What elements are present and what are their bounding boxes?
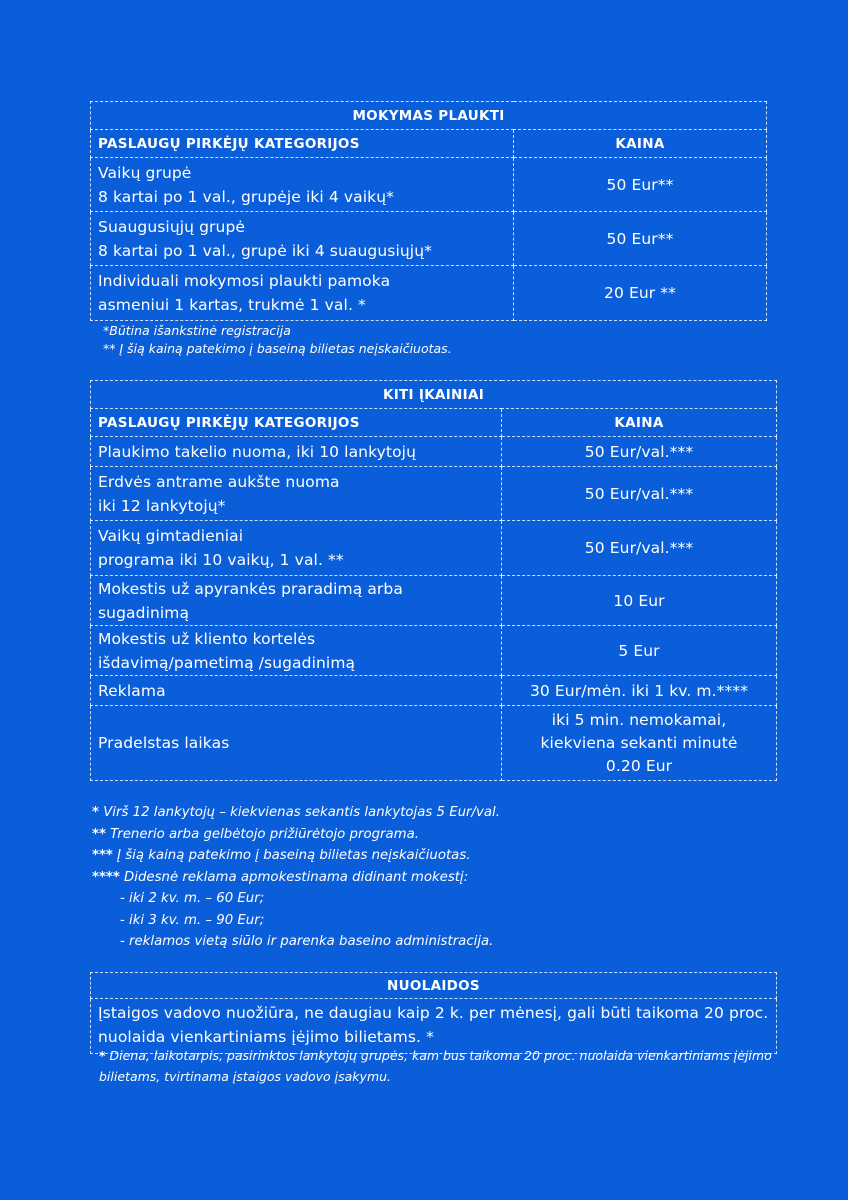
footnote-text: Trenerio arba gelbėtojo prižiūrėtojo programa.	[105, 826, 419, 842]
row-price: 50 Eur**	[514, 212, 767, 266]
row-price: 50 Eur/val.***	[502, 437, 777, 467]
footnotes	[92, 802, 500, 953]
footnote-item	[92, 824, 500, 846]
row-price-line1: iki 5 min. nemokamai,	[551, 711, 727, 729]
footnote-item	[92, 802, 500, 824]
table-row	[91, 626, 777, 676]
discounts-note-text: Diena, laikotarpis, pasirinktos lankytojų grupės, kam bus taikoma 20 proc. nuolaida vienkartiniams įėjimo bilietams, tvirtinama įstaigos vadovo įsakymu.	[99, 1048, 772, 1084]
footnote-sub-item: - iki 2 kv. m. – 60 Eur;	[120, 891, 265, 906]
footnote-sub-item: - reklamos vietą siūlo ir parenka baseino administracija.	[120, 934, 494, 949]
row-title: Suaugusiųjų grupė	[98, 217, 246, 236]
row-title: Plaukimo takelio nuoma, iki 10 lankytojų	[98, 442, 416, 461]
footnote-mark: *	[92, 805, 99, 820]
footnote-mark: ****	[92, 869, 120, 885]
table-row	[91, 437, 777, 467]
row-price: 5 Eur	[502, 626, 777, 676]
row-price: 30 Eur/mėn. iki 1 kv. m.****	[502, 676, 777, 706]
row-title: Mokestis už apyrankės praradimą arba	[98, 579, 403, 598]
table-row	[91, 266, 767, 321]
footnote-item	[92, 867, 500, 889]
table-row	[91, 212, 767, 266]
swim-notes	[103, 322, 452, 358]
swim-lessons-table	[90, 101, 767, 321]
row-title: Individuali mokymosi plaukti pamoka	[98, 272, 391, 290]
row-detail: sugadinimą	[98, 603, 190, 622]
discounts-body: Įstaigos vadovo nuožiūra, ne daugiau kaip 2 k. per mėnesį, gali būti taikoma 20 proc. nuolaida vienkartiniams įėjimo bilietams. *	[91, 999, 777, 1054]
table-row	[91, 467, 777, 521]
other-col-category: PASLAUGŲ PIRKĖJŲ KATEGORIJOS	[91, 409, 502, 437]
row-price: 50 Eur/val.***	[502, 521, 777, 576]
discounts-note	[99, 1045, 779, 1087]
other-table-title: KITI ĮKAINIAI	[91, 381, 777, 409]
row-price: 50 Eur/val.***	[502, 467, 777, 521]
row-detail: iki 12 lankytojų*	[98, 496, 226, 515]
footnote-item	[92, 845, 500, 867]
row-title: Vaikų grupė	[98, 163, 192, 182]
footnote-mark: **	[92, 826, 106, 842]
discounts-title: NUOLAIDOS	[91, 973, 777, 999]
discounts-table	[90, 972, 777, 1054]
table-row	[91, 706, 777, 781]
row-price-line3: 0.20 Eur	[605, 757, 673, 775]
row-title: Vaikų gimtadieniai	[98, 527, 244, 545]
other-col-price: KAINA	[502, 409, 777, 437]
row-title: Erdvės antrame aukšte nuoma	[98, 472, 340, 491]
row-title: Reklama	[98, 681, 166, 700]
row-title: Pradelstas laikas	[98, 734, 230, 752]
footnote-text: Virš 12 lankytojų – kiekvienas sekantis lankytojas 5 Eur/val.	[98, 805, 500, 820]
footnote-sub-item: - iki 3 kv. m. – 90 Eur;	[120, 912, 265, 928]
swim-note-ticket: ** Į šią kainą patekimo į baseiną bilietas neįskaičiuotas.	[103, 341, 452, 356]
table-row	[91, 521, 777, 576]
swim-table-title: MOKYMAS PLAUKTI	[91, 102, 767, 130]
discounts-note-mark: *	[99, 1048, 106, 1063]
row-detail: 8 kartai po 1 val., grupė iki 4 suaugusiųjų*	[98, 241, 432, 260]
row-title: Mokestis už kliento kortelės	[98, 629, 316, 648]
table-row	[91, 576, 777, 626]
row-price: 50 Eur**	[514, 158, 767, 212]
swim-col-price: KAINA	[514, 130, 767, 158]
row-price-line2: kiekviena sekanti minutė	[540, 734, 738, 752]
row-price: 10 Eur	[502, 576, 777, 626]
table-row	[91, 676, 777, 706]
table-row	[91, 158, 767, 212]
row-detail: 8 kartai po 1 val., grupėje iki 4 vaikų*	[98, 187, 394, 206]
row-detail: išdavimą/pametimą /sugadinimą	[98, 653, 356, 672]
footnote-text: Į šią kainą patekimo į baseiną bilietas neįskaičiuotas.	[112, 848, 471, 863]
row-detail: programa iki 10 vaikų, 1 val. **	[98, 551, 344, 569]
footnote-mark: ***	[92, 848, 113, 863]
other-prices-table	[90, 380, 777, 781]
row-price: 20 Eur **	[514, 266, 767, 321]
swim-note-registration: *Būtina išankstinė registracija	[103, 323, 291, 338]
footnote-text: Didesnė reklama apmokestinama didinant mokestį:	[119, 869, 469, 885]
row-price	[502, 706, 777, 781]
swim-col-category: PASLAUGŲ PIRKĖJŲ KATEGORIJOS	[91, 130, 514, 158]
row-detail: asmeniui 1 kartas, trukmė 1 val. *	[98, 296, 366, 314]
